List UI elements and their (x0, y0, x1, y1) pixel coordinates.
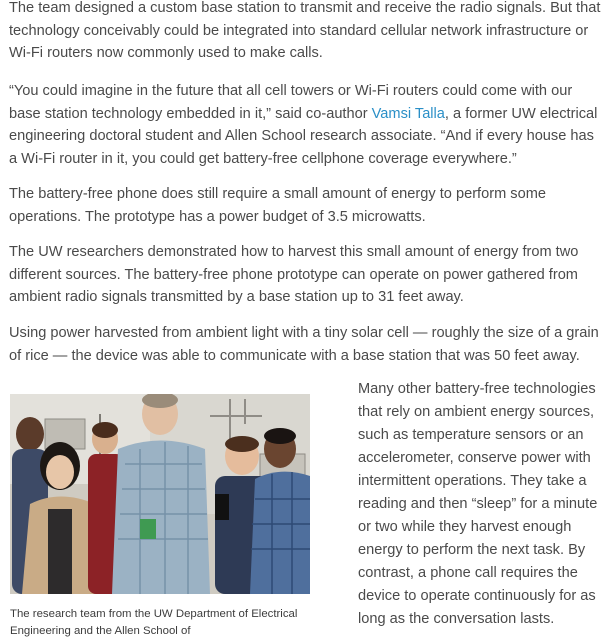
research-team-photo (10, 394, 310, 594)
paragraph-quote-talla (9, 80, 601, 170)
paragraph-power-budget: The battery-free phone does still require a small amount of energy to perform some operations. The prototype has a power budget of 3.5 microwatts. (9, 186, 546, 225)
paragraph-base-station: The team designed a custom base station to transmit and receive the radio signals. But that technology conceivably could be integrated into standard cellular network infrastructure or Wi-Fi routers now commonly used to make calls. (9, 0, 601, 62)
paragraph-intermittent-operations: Many other battery-free technologies that rely on ambient energy sources, such as temperature sensors or an accelerometer, conserve power with intermittent operations. They take a reading and then “sleep” for a minute or two while they harvest enough energy to perform the next task. By contrast, a phone call requires the device to operate continuously for as long as the conversation lasts. (358, 381, 598, 627)
quote-text-before: “You could imagine in the future that all cell towers or Wi-Fi routers could come with our base station technology embedded in it,” said co-author (9, 83, 573, 122)
author-link-vamsi-talla[interactable]: Vamsi Talla (371, 105, 445, 122)
paragraph-energy-sources: The UW researchers demonstrated how to harvest this small amount of energy from two different sources. The battery-free phone prototype can operate on power gathered from ambient radio signals transmitted by a base station up to 31 feet away. (9, 244, 579, 306)
photo-caption: The research team from the UW Department of Electrical Engineering and the Allen School of (10, 608, 298, 637)
quote-text-after: , a former UW electrical engineering doctoral student and Allen School research associate. “And if every house has a Wi-Fi router in it, you could get battery-free cellphone coverage everywhere.” (9, 105, 598, 167)
paragraph-solar-cell: Using power harvested from ambient light with a tiny solar cell — roughly the size of a grain of rice — the device was able to communicate with a base station that was 50 feet away. (9, 325, 599, 364)
